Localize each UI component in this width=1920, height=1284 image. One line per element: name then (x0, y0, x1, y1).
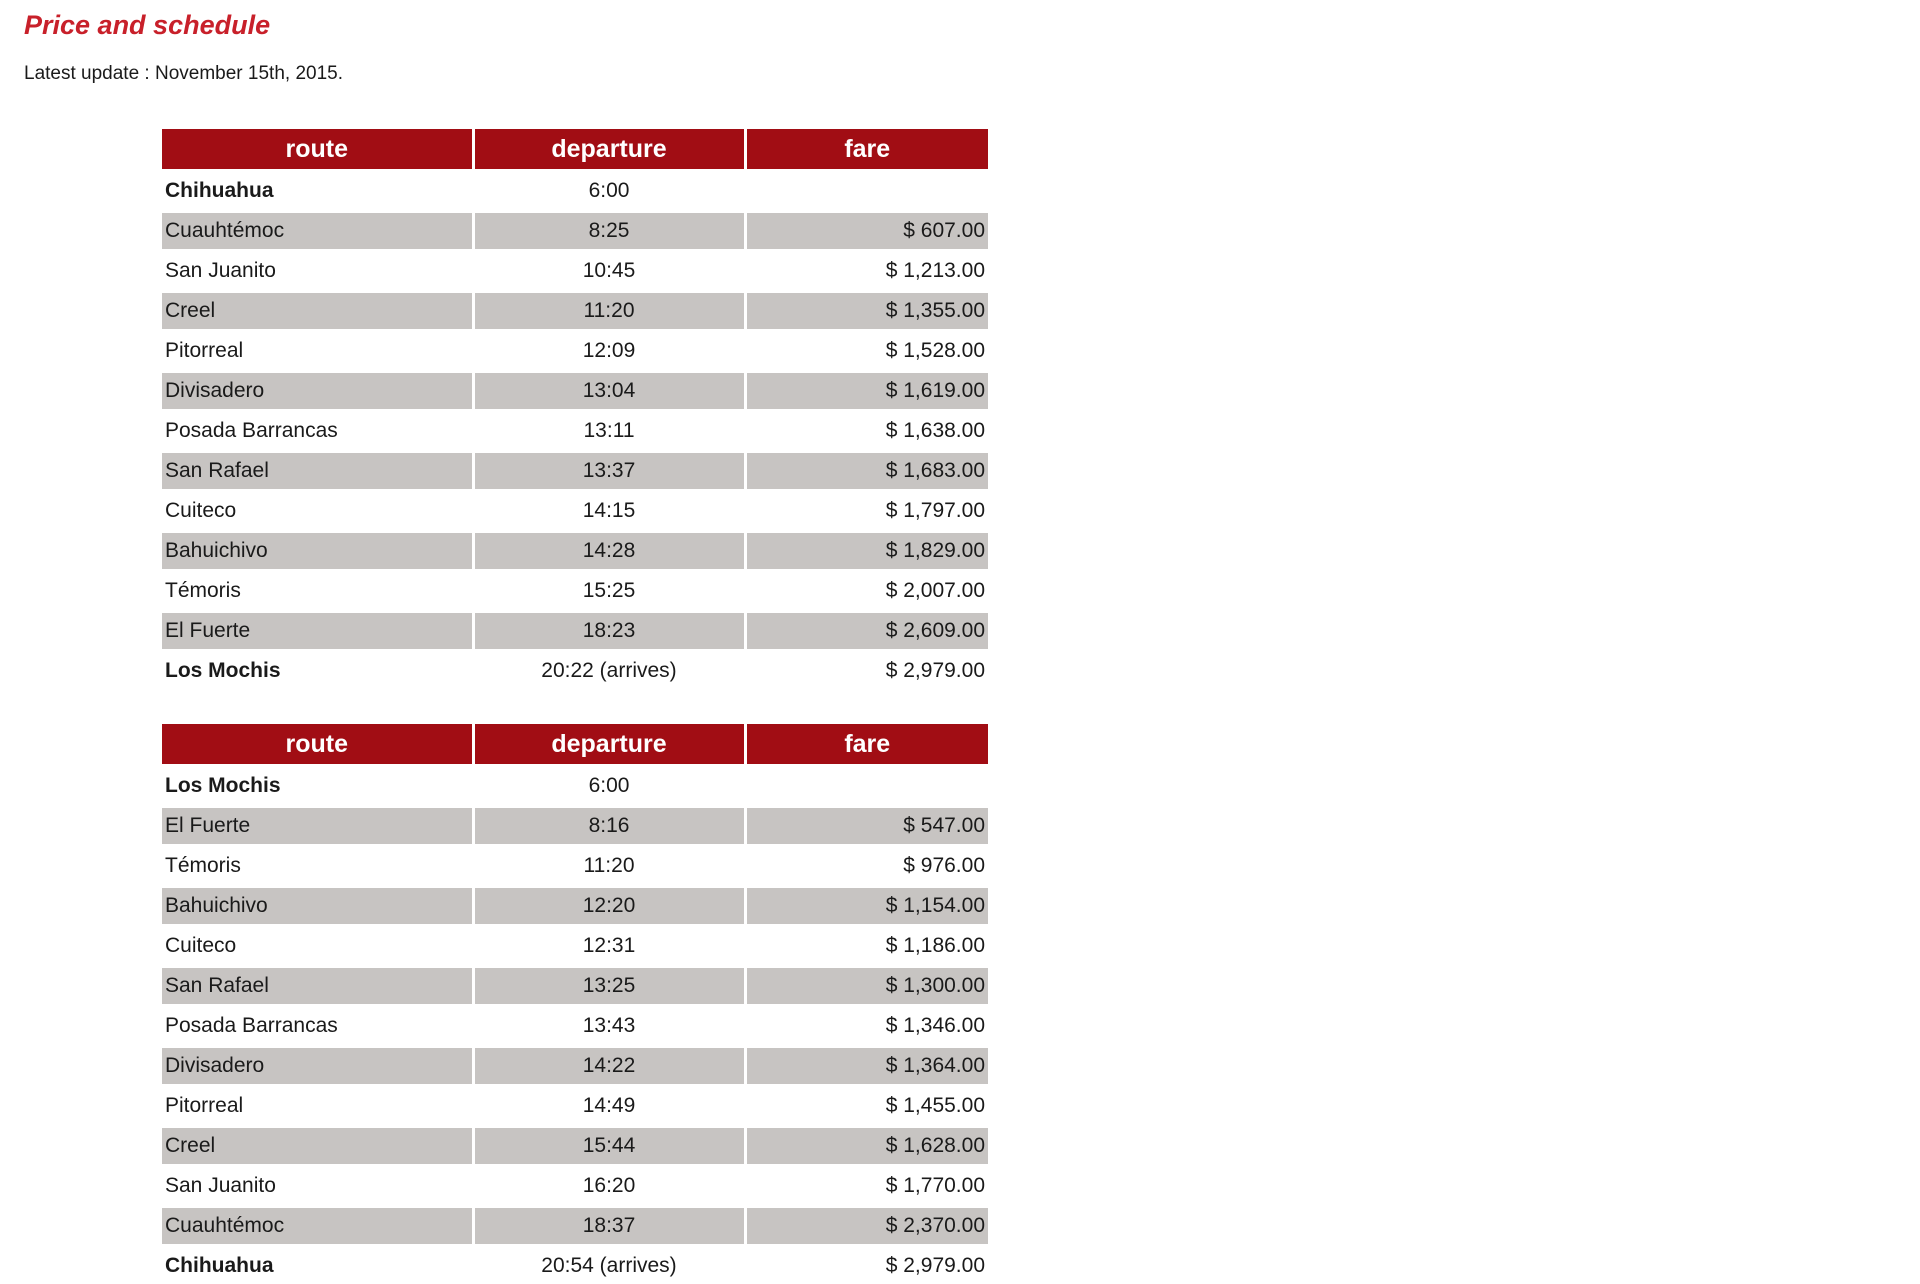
route-cell: San Juanito (162, 1166, 473, 1206)
departure-cell: 11:20 (473, 291, 745, 331)
route-cell: Témoris (162, 571, 473, 611)
fare-cell: $ 1,455.00 (745, 1086, 988, 1126)
route-cell: Bahuichivo (162, 886, 473, 926)
fare-cell: $ 2,979.00 (745, 1246, 988, 1284)
departure-cell: 14:22 (473, 1046, 745, 1086)
route-cell: Creel (162, 291, 473, 331)
table-row (162, 611, 988, 651)
table-row (162, 451, 988, 491)
departure-cell: 14:28 (473, 531, 745, 571)
fare-cell: $ 547.00 (745, 806, 988, 846)
departure-cell: 8:16 (473, 806, 745, 846)
table-row (162, 211, 988, 251)
departure-cell: 8:25 (473, 211, 745, 251)
table-row (162, 291, 988, 331)
route-cell: Bahuichivo (162, 531, 473, 571)
column-header-route: route (162, 724, 473, 766)
fare-cell: $ 2,979.00 (745, 651, 988, 689)
route-cell: Cuiteco (162, 926, 473, 966)
fare-cell: $ 1,346.00 (745, 1006, 988, 1046)
departure-cell: 15:25 (473, 571, 745, 611)
table-row (162, 846, 988, 886)
table-row (162, 371, 988, 411)
table-row (162, 1086, 988, 1126)
departure-cell: 15:44 (473, 1126, 745, 1166)
fare-cell: $ 1,300.00 (745, 966, 988, 1006)
departure-cell: 11:20 (473, 846, 745, 886)
table-row (162, 491, 988, 531)
fare-cell: $ 607.00 (745, 211, 988, 251)
table-row (162, 926, 988, 966)
route-cell: Posada Barrancas (162, 411, 473, 451)
table-row (162, 1006, 988, 1046)
fare-cell: $ 1,638.00 (745, 411, 988, 451)
departure-cell: 18:37 (473, 1206, 745, 1246)
latest-update-text: Latest update : November 15th, 2015. (24, 63, 343, 84)
route-cell: Pitorreal (162, 1086, 473, 1126)
route-cell: San Juanito (162, 251, 473, 291)
table-header-row (162, 129, 988, 171)
table-row (162, 331, 988, 371)
route-cell: Témoris (162, 846, 473, 886)
departure-cell: 10:45 (473, 251, 745, 291)
schedule-table-chihuahua-los-mochis (162, 129, 988, 689)
departure-cell: 12:20 (473, 886, 745, 926)
route-cell: Creel (162, 1126, 473, 1166)
table-row (162, 411, 988, 451)
table-row (162, 531, 988, 571)
route-cell: Cuiteco (162, 491, 473, 531)
column-header-departure: departure (473, 129, 745, 171)
column-header-fare: fare (745, 724, 988, 766)
page-title: Price and schedule (24, 10, 271, 40)
fare-cell: $ 1,213.00 (745, 251, 988, 291)
table-row (162, 171, 988, 211)
table-row (162, 966, 988, 1006)
departure-cell: 14:49 (473, 1086, 745, 1126)
route-cell: Posada Barrancas (162, 1006, 473, 1046)
table-row (162, 1166, 988, 1206)
fare-cell: $ 1,186.00 (745, 926, 988, 966)
route-cell: San Rafael (162, 966, 473, 1006)
table-row (162, 1206, 988, 1246)
fare-cell: $ 1,683.00 (745, 451, 988, 491)
departure-cell: 13:37 (473, 451, 745, 491)
table-row (162, 1246, 988, 1284)
route-cell: Cuauhtémoc (162, 1206, 473, 1246)
table-row (162, 766, 988, 806)
departure-cell: 13:43 (473, 1006, 745, 1046)
departure-cell: 16:20 (473, 1166, 745, 1206)
fare-cell: $ 2,609.00 (745, 611, 988, 651)
departure-cell: 6:00 (473, 171, 745, 211)
fare-cell: $ 1,528.00 (745, 331, 988, 371)
fare-cell: $ 1,797.00 (745, 491, 988, 531)
table-row (162, 571, 988, 611)
departure-cell: 13:04 (473, 371, 745, 411)
table-row (162, 251, 988, 291)
route-cell: Chihuahua (162, 1246, 473, 1284)
route-cell: Los Mochis (162, 651, 473, 689)
table-row (162, 806, 988, 846)
fare-cell: $ 1,770.00 (745, 1166, 988, 1206)
fare-cell (745, 171, 988, 211)
fare-cell (745, 766, 988, 806)
departure-cell: 12:31 (473, 926, 745, 966)
fare-cell: $ 1,829.00 (745, 531, 988, 571)
route-cell: Divisadero (162, 371, 473, 411)
departure-cell: 18:23 (473, 611, 745, 651)
departure-cell: 12:09 (473, 331, 745, 371)
route-cell: Los Mochis (162, 766, 473, 806)
table-row (162, 651, 988, 689)
departure-cell: 14:15 (473, 491, 745, 531)
fare-cell: $ 1,628.00 (745, 1126, 988, 1166)
route-cell: San Rafael (162, 451, 473, 491)
departure-cell: 20:54 (arrives) (473, 1246, 745, 1284)
schedule-table-los-mochis-chihuahua (162, 724, 988, 1284)
departure-cell: 13:11 (473, 411, 745, 451)
table-row (162, 886, 988, 926)
route-cell: Chihuahua (162, 171, 473, 211)
departure-cell: 6:00 (473, 766, 745, 806)
fare-cell: $ 2,370.00 (745, 1206, 988, 1246)
fare-cell: $ 1,619.00 (745, 371, 988, 411)
fare-cell: $ 2,007.00 (745, 571, 988, 611)
route-cell: El Fuerte (162, 806, 473, 846)
route-cell: Divisadero (162, 1046, 473, 1086)
fare-cell: $ 1,154.00 (745, 886, 988, 926)
column-header-departure: departure (473, 724, 745, 766)
route-cell: Pitorreal (162, 331, 473, 371)
column-header-fare: fare (745, 129, 988, 171)
table-row (162, 1046, 988, 1086)
route-cell: Cuauhtémoc (162, 211, 473, 251)
departure-cell: 20:22 (arrives) (473, 651, 745, 689)
route-cell: El Fuerte (162, 611, 473, 651)
column-header-route: route (162, 129, 473, 171)
departure-cell: 13:25 (473, 966, 745, 1006)
fare-cell: $ 1,364.00 (745, 1046, 988, 1086)
table-row (162, 1126, 988, 1166)
fare-cell: $ 976.00 (745, 846, 988, 886)
table-header-row (162, 724, 988, 766)
fare-cell: $ 1,355.00 (745, 291, 988, 331)
